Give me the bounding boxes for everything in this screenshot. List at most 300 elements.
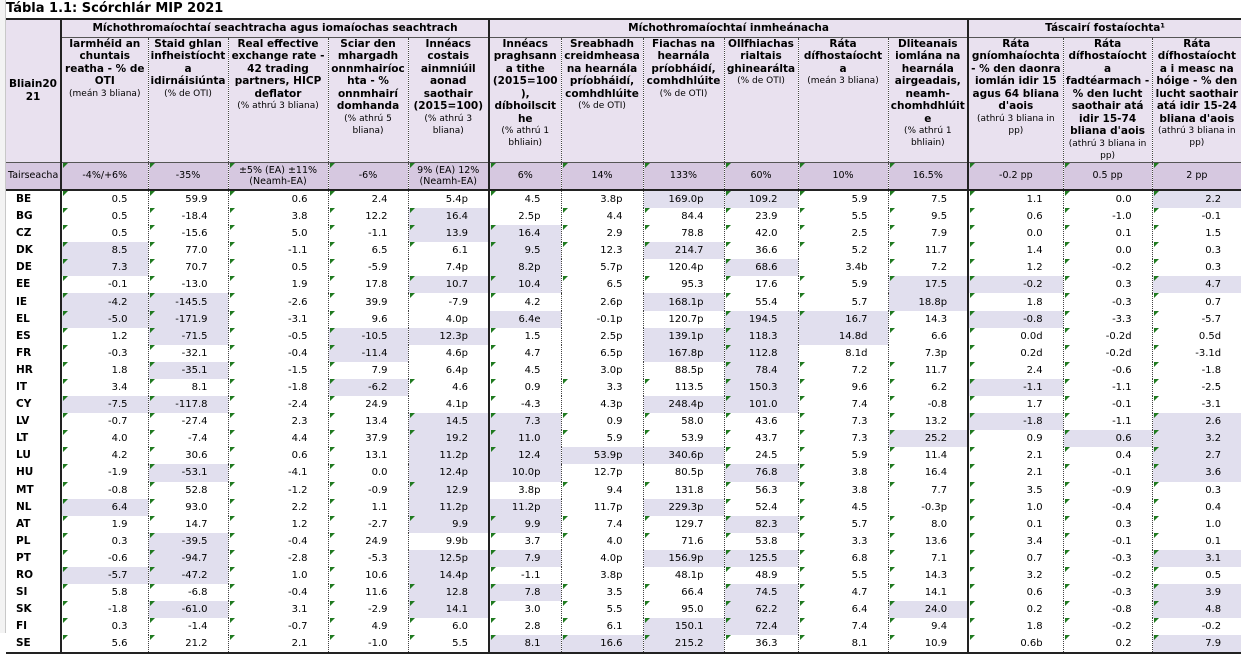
value-cell: 5.2 [798, 242, 888, 259]
value-cell: 70.7 [148, 259, 228, 276]
value-cell: 0.6 [228, 447, 328, 464]
value-cell: 0.9 [968, 430, 1063, 447]
value-cell-breach: -7.5 [61, 396, 148, 413]
value-cell: 0.6b [968, 635, 1063, 653]
value-cell: 3.8 [228, 208, 328, 225]
value-cell-breach: 150.1 [643, 618, 724, 635]
value-cell: -1.8 [61, 601, 148, 618]
value-cell: 0.5 [1152, 567, 1241, 584]
country-code: LV [16, 415, 30, 428]
value-cell: 5.9 [561, 430, 643, 447]
value-cell-breach: 9.5 [489, 242, 561, 259]
threshold-cell: 0.5 pp [1063, 162, 1152, 190]
value-cell: -0.1 [1063, 533, 1152, 550]
value-cell-breach: 214.7 [643, 242, 724, 259]
value-cell-breach: 14.8d [798, 328, 888, 345]
value-cell-breach: 9.9 [408, 516, 489, 533]
value-cell: 8.1d [798, 345, 888, 362]
value-cell: 1.0 [968, 499, 1063, 516]
threshold-cell: 9% (EA) 12% (Neamh-EA) [408, 162, 489, 190]
value-cell: 11.7p [561, 499, 643, 516]
value-cell: 2.8 [489, 618, 561, 635]
value-cell: 2.2 [228, 499, 328, 516]
column-title: Ollfhiachas rialtais ghinearálta [726, 37, 796, 75]
value-cell: 5.7p [561, 259, 643, 276]
value-cell: 2.5p [561, 328, 643, 345]
value-cell: -4.1 [228, 464, 328, 481]
value-cell: 0.9 [489, 379, 561, 396]
value-cell: 0.5 [228, 259, 328, 276]
table-row [6, 533, 1241, 550]
value-cell-breach: 7.9 [489, 550, 561, 567]
value-cell: 0.3 [1063, 516, 1152, 533]
table-row [6, 567, 1241, 584]
value-cell-breach: 10.0p [489, 464, 561, 481]
table-row [6, 311, 1241, 328]
value-cell: 37.9 [328, 430, 408, 447]
value-cell-breach: 12.5p [408, 550, 489, 567]
value-cell: -0.8 [888, 396, 968, 413]
value-cell: 6.1 [408, 242, 489, 259]
value-cell-breach: 4.8 [1152, 601, 1241, 618]
value-cell: 1.0 [1152, 516, 1241, 533]
column-unit: (% athrú 5 bliana) [344, 113, 392, 136]
value-cell-breach: 25.2 [888, 430, 968, 447]
value-cell: 52.4 [724, 499, 798, 516]
threshold-cell: -6% [328, 162, 408, 190]
value-cell: 1.8 [968, 293, 1063, 310]
value-cell-breach: 2.6 [1152, 413, 1241, 430]
value-cell: 11.4 [888, 447, 968, 464]
value-cell: 0.3 [1152, 259, 1241, 276]
country-code: LU [16, 449, 31, 462]
value-cell: 12.3 [561, 242, 643, 259]
value-cell: 1.4 [968, 242, 1063, 259]
value-cell: 8.1 [148, 379, 228, 396]
value-cell: 78.8 [643, 225, 724, 242]
value-cell: -1.8 [1152, 362, 1241, 379]
value-cell-breach: -4.2 [61, 293, 148, 310]
value-cell: 4.6 [408, 379, 489, 396]
table-row [6, 293, 1241, 310]
value-cell: 11.6 [328, 584, 408, 601]
value-cell: -0.2 [1063, 567, 1152, 584]
value-cell: 4.5 [489, 362, 561, 379]
value-cell: 0.3 [61, 533, 148, 550]
value-cell: 2.4 [328, 190, 408, 208]
value-cell: 2.5 [798, 225, 888, 242]
value-cell: 10.6 [328, 567, 408, 584]
threshold-cell: 133% [643, 162, 724, 190]
value-cell-breach: 13.9 [408, 225, 489, 242]
value-cell: 0.7 [968, 550, 1063, 567]
value-cell: 11.7 [888, 362, 968, 379]
value-cell-breach: 6.4e [489, 311, 561, 328]
value-cell: 13.6 [888, 533, 968, 550]
value-cell-breach: 0.6 [1063, 430, 1152, 447]
value-cell: -2.5 [1152, 379, 1241, 396]
value-cell-breach: 14.5 [408, 413, 489, 430]
country-code: BG [16, 210, 33, 223]
value-cell: -27.4 [148, 413, 228, 430]
value-cell-breach: -5.7 [61, 567, 148, 584]
value-cell: 1.5 [1152, 225, 1241, 242]
value-cell: 7.4 [798, 396, 888, 413]
value-cell: 7.3p [888, 345, 968, 362]
value-cell: 5.9 [798, 190, 888, 208]
value-cell: 6.4p [408, 362, 489, 379]
value-cell: 6.8 [798, 550, 888, 567]
value-cell-breach: 11.2p [408, 499, 489, 516]
value-cell: 3.1 [228, 601, 328, 618]
value-cell: 3.3 [798, 533, 888, 550]
value-cell: 7.5 [888, 190, 968, 208]
value-cell: -15.6 [148, 225, 228, 242]
column-unit: (athrú 3 bliana in pp) [1158, 126, 1236, 148]
column-unit: (% de OTI) [164, 88, 212, 99]
column-unit: (% athrú 1 bhliain) [903, 126, 952, 148]
value-cell: 0.7 [1152, 293, 1241, 310]
value-cell: 17.6 [724, 276, 798, 293]
value-cell: 1.2 [61, 328, 148, 345]
table-row [6, 225, 1241, 242]
value-cell: 77.0 [148, 242, 228, 259]
value-cell: 1.2 [968, 259, 1063, 276]
column-title: Innéacs costais ainmniúil aonad saothair (2015=100) [413, 37, 484, 112]
value-cell-breach: 14.1 [408, 601, 489, 618]
value-cell: 6.4 [798, 601, 888, 618]
value-cell-breach: 8.2p [489, 259, 561, 276]
value-cell-breach: 215.2 [643, 635, 724, 653]
value-cell-breach: 7.3 [61, 259, 148, 276]
threshold-cell: -4%/+6% [61, 162, 148, 190]
value-cell: -0.2 [1063, 259, 1152, 276]
value-cell: 129.7 [643, 516, 724, 533]
country-code: SE [6, 635, 61, 653]
value-cell: 12.2 [328, 208, 408, 225]
value-cell-breach: 2.2 [1152, 190, 1241, 208]
value-cell: -0.1p [561, 311, 643, 328]
value-cell: -7.4 [148, 430, 228, 447]
value-cell: 2.1 [968, 464, 1063, 481]
value-cell: 24.5 [724, 447, 798, 464]
value-cell: 55.4 [724, 293, 798, 310]
column-title: Innéacs praghsanna tithe (2015=100), díbhoilscithe [492, 37, 558, 125]
value-cell: -32.1 [148, 345, 228, 362]
value-cell: 4.6p [408, 345, 489, 362]
value-cell: 6.0 [408, 618, 489, 635]
value-cell: 5.9 [798, 276, 888, 293]
value-cell: 3.7 [489, 533, 561, 550]
value-cell: 88.5p [643, 362, 724, 379]
value-cell: 24.9 [328, 396, 408, 413]
value-cell: -2.7 [328, 516, 408, 533]
group-header: Míchothromaíochtaí seachtracha agus iomaíochas seachtrach [61, 19, 489, 37]
value-cell: 43.7 [724, 430, 798, 447]
value-cell-breach: 7.9 [1152, 635, 1241, 653]
value-cell-breach: 125.5 [724, 550, 798, 567]
table-row [6, 550, 1241, 567]
value-cell: 3.5 [561, 584, 643, 601]
value-cell: 71.6 [643, 533, 724, 550]
value-cell: -0.8 [61, 482, 148, 499]
value-cell: 3.3 [561, 379, 643, 396]
value-cell: 120.4p [643, 259, 724, 276]
value-cell-breach: 16.4 [489, 225, 561, 242]
value-cell: 48.9 [724, 567, 798, 584]
value-cell: 36.6 [724, 242, 798, 259]
value-cell: 0.5 [61, 208, 148, 225]
column-header [61, 37, 148, 162]
value-cell: -3.1 [228, 311, 328, 328]
value-cell: -1.0 [1063, 208, 1152, 225]
value-cell: 11.7 [888, 242, 968, 259]
value-cell: 5.4p [408, 190, 489, 208]
country-code: DK [16, 244, 33, 257]
value-cell-breach: 76.8 [724, 464, 798, 481]
value-cell: 53.9 [643, 430, 724, 447]
value-cell: 95.3 [643, 276, 724, 293]
column-header [643, 37, 724, 162]
value-cell: 0.4 [1063, 447, 1152, 464]
value-cell: -0.1 [1063, 464, 1152, 481]
value-cell: 1.7 [968, 396, 1063, 413]
column-header [798, 37, 888, 162]
value-cell: -0.1 [61, 276, 148, 293]
value-cell: 113.5 [643, 379, 724, 396]
value-cell-breach: -35.1 [148, 362, 228, 379]
column-header [328, 37, 408, 162]
value-cell: 14.1 [888, 584, 968, 601]
value-cell: 120.7p [643, 311, 724, 328]
value-cell: -0.2 [1063, 618, 1152, 635]
value-cell-breach: 194.5 [724, 311, 798, 328]
value-cell-breach: 340.6p [643, 447, 724, 464]
value-cell: 4.5 [798, 499, 888, 516]
value-cell-breach: -94.7 [148, 550, 228, 567]
value-cell: 0.2d [968, 345, 1063, 362]
column-unit: (athrú 3 bliana in pp) [1068, 138, 1147, 161]
column-header [489, 37, 561, 162]
value-cell: 0.2 [968, 601, 1063, 618]
country-code: CY [16, 398, 32, 411]
value-cell-breach: 248.4p [643, 396, 724, 413]
column-header-row [6, 37, 1241, 162]
value-cell: -1.8 [228, 379, 328, 396]
country-code: SI [16, 586, 28, 599]
value-cell: 21.2 [148, 635, 228, 653]
value-cell: 0.3 [1152, 242, 1241, 259]
column-unit: (% de OTI) [737, 76, 785, 86]
value-cell: 4.3p [561, 396, 643, 413]
value-cell-breach: 12.3p [408, 328, 489, 345]
value-cell: 93.0 [148, 499, 228, 516]
value-cell: 43.6 [724, 413, 798, 430]
value-cell: 9.6 [328, 311, 408, 328]
value-cell: 12.7p [561, 464, 643, 481]
value-cell: 36.3 [724, 635, 798, 653]
value-cell-breach: 8.1 [489, 635, 561, 653]
column-title: Fiachas na hearnála príobháidí, comhdhlúite [646, 37, 721, 87]
table-row [6, 242, 1241, 259]
country-code: EE [16, 278, 31, 291]
value-cell: -0.3 [61, 345, 148, 362]
value-cell: 1.1 [968, 190, 1063, 208]
value-cell: 9.5 [888, 208, 968, 225]
value-cell: 23.9 [724, 208, 798, 225]
value-cell: 4.0 [61, 430, 148, 447]
value-cell: 6.5p [561, 345, 643, 362]
value-cell: 6.1 [561, 618, 643, 635]
value-cell-breach: 7.8 [489, 584, 561, 601]
value-cell: 2.9 [561, 225, 643, 242]
value-cell: -0.8 [1063, 601, 1152, 618]
column-title: Ráta gníomhaíochta - % den daonra iomlán idir 15 agus 64 bliana d'aois [971, 37, 1061, 112]
value-cell-breach: -11.4 [328, 345, 408, 362]
threshold-cell: -0.2 pp [968, 162, 1063, 190]
value-cell: 4.4 [561, 208, 643, 225]
value-cell: 58.0 [643, 413, 724, 430]
value-cell: 16.4 [888, 464, 968, 481]
country-code: CZ [16, 227, 32, 240]
value-cell-breach: 78.4 [724, 362, 798, 379]
value-cell: -1.2 [228, 482, 328, 499]
value-cell: 0.2 [1063, 635, 1152, 653]
country-code: FI [16, 620, 28, 633]
value-cell-breach: 19.2 [408, 430, 489, 447]
value-cell-breach: 11.2p [408, 447, 489, 464]
value-cell: 4.0p [408, 311, 489, 328]
column-unit: (meán 3 bliana) [69, 88, 141, 99]
value-cell: -0.4 [1063, 499, 1152, 516]
value-cell: 131.8 [643, 482, 724, 499]
value-cell-breach: 11.0 [489, 430, 561, 447]
value-cell: -5.3 [328, 550, 408, 567]
threshold-cell: 60% [724, 162, 798, 190]
value-cell: 6.2 [888, 379, 968, 396]
value-cell: 7.3 [798, 430, 888, 447]
column-unit: (% athrú 3 bliana) [237, 101, 319, 111]
value-cell: 9.6 [798, 379, 888, 396]
country-code: RO [16, 569, 34, 582]
value-cell: 0.0 [1063, 190, 1152, 208]
value-cell: 4.5 [489, 190, 561, 208]
value-cell: 59.9 [148, 190, 228, 208]
value-cell-breach: 16.6 [561, 635, 643, 653]
column-header [1152, 37, 1241, 162]
value-cell: -1.1 [328, 225, 408, 242]
value-cell: 13.1 [328, 447, 408, 464]
year-header: Bliain2021 [6, 19, 61, 162]
value-cell: -0.6 [1063, 362, 1152, 379]
value-cell: 13.4 [328, 413, 408, 430]
value-cell: 4.0p [561, 550, 643, 567]
value-cell: 6.6 [888, 328, 968, 345]
value-cell: 7.7 [888, 482, 968, 499]
table-row [6, 447, 1241, 464]
value-cell-breach: 16.4 [408, 208, 489, 225]
value-cell: -0.3p [888, 499, 968, 516]
table-row [6, 601, 1241, 618]
value-cell: 7.9 [328, 362, 408, 379]
value-cell: 1.1 [328, 499, 408, 516]
value-cell-breach: -6.2 [328, 379, 408, 396]
value-cell: 0.0 [328, 464, 408, 481]
value-cell: 8.1 [798, 635, 888, 653]
value-cell: 14.3 [888, 311, 968, 328]
table-row [6, 379, 1241, 396]
value-cell: 10.9 [888, 635, 968, 653]
value-cell: -6.8 [148, 584, 228, 601]
value-cell: 52.8 [148, 482, 228, 499]
value-cell: 3.4b [798, 259, 888, 276]
value-cell: -3.3 [1063, 311, 1152, 328]
value-cell-breach: -39.5 [148, 533, 228, 550]
value-cell-breach: -117.8 [148, 396, 228, 413]
value-cell: 5.7 [798, 293, 888, 310]
value-cell: -13.0 [148, 276, 228, 293]
value-cell: 2.5p [489, 208, 561, 225]
group-header-row [6, 19, 1241, 37]
value-cell-breach: -10.5 [328, 328, 408, 345]
value-cell: 5.5 [798, 567, 888, 584]
value-cell-breach: 7.3 [489, 413, 561, 430]
value-cell: -0.2d [1063, 328, 1152, 345]
value-cell-breach: 12.9 [408, 482, 489, 499]
value-cell: 7.4 [561, 516, 643, 533]
value-cell: 2.4 [968, 362, 1063, 379]
value-cell: -2.8 [228, 550, 328, 567]
value-cell: 4.4 [228, 430, 328, 447]
value-cell-breach: -53.1 [148, 464, 228, 481]
table-row [6, 635, 1241, 653]
value-cell: 4.2 [489, 293, 561, 310]
value-cell: 0.1 [968, 516, 1063, 533]
value-cell-breach: 74.5 [724, 584, 798, 601]
value-cell: -18.4 [148, 208, 228, 225]
value-cell: 3.0p [561, 362, 643, 379]
threshold-cell: 6% [489, 162, 561, 190]
value-cell: 3.8p [489, 482, 561, 499]
value-cell-breach: 72.4 [724, 618, 798, 635]
value-cell: 7.1 [888, 550, 968, 567]
country-code: EL [16, 312, 30, 325]
country-code: IE [16, 295, 28, 308]
column-unit: (athrú 3 bliana in pp) [977, 113, 1055, 136]
value-cell-breach: 12.4 [489, 447, 561, 464]
column-unit: (% athrú 1 bhliain) [501, 126, 550, 148]
value-cell: 0.5 [61, 190, 148, 208]
value-cell: 4.0 [561, 533, 643, 550]
value-cell-breach: 3.6 [1152, 464, 1241, 481]
value-cell: 5.5 [798, 208, 888, 225]
table-row [6, 482, 1241, 499]
value-cell: 8.0 [888, 516, 968, 533]
value-cell: -1.0 [328, 635, 408, 653]
value-cell: -1.1 [1063, 379, 1152, 396]
value-cell-breach: 156.9p [643, 550, 724, 567]
table-row [6, 190, 1241, 208]
value-cell: 4.7 [798, 584, 888, 601]
value-cell: -3.1d [1152, 345, 1241, 362]
value-cell: 48.1p [643, 567, 724, 584]
value-cell: 84.4 [643, 208, 724, 225]
value-cell-breach: 24.0 [888, 601, 968, 618]
value-cell-breach: 53.9p [561, 447, 643, 464]
value-cell: -4.3 [489, 396, 561, 413]
table-row [6, 362, 1241, 379]
value-cell-breach: 139.1p [643, 328, 724, 345]
